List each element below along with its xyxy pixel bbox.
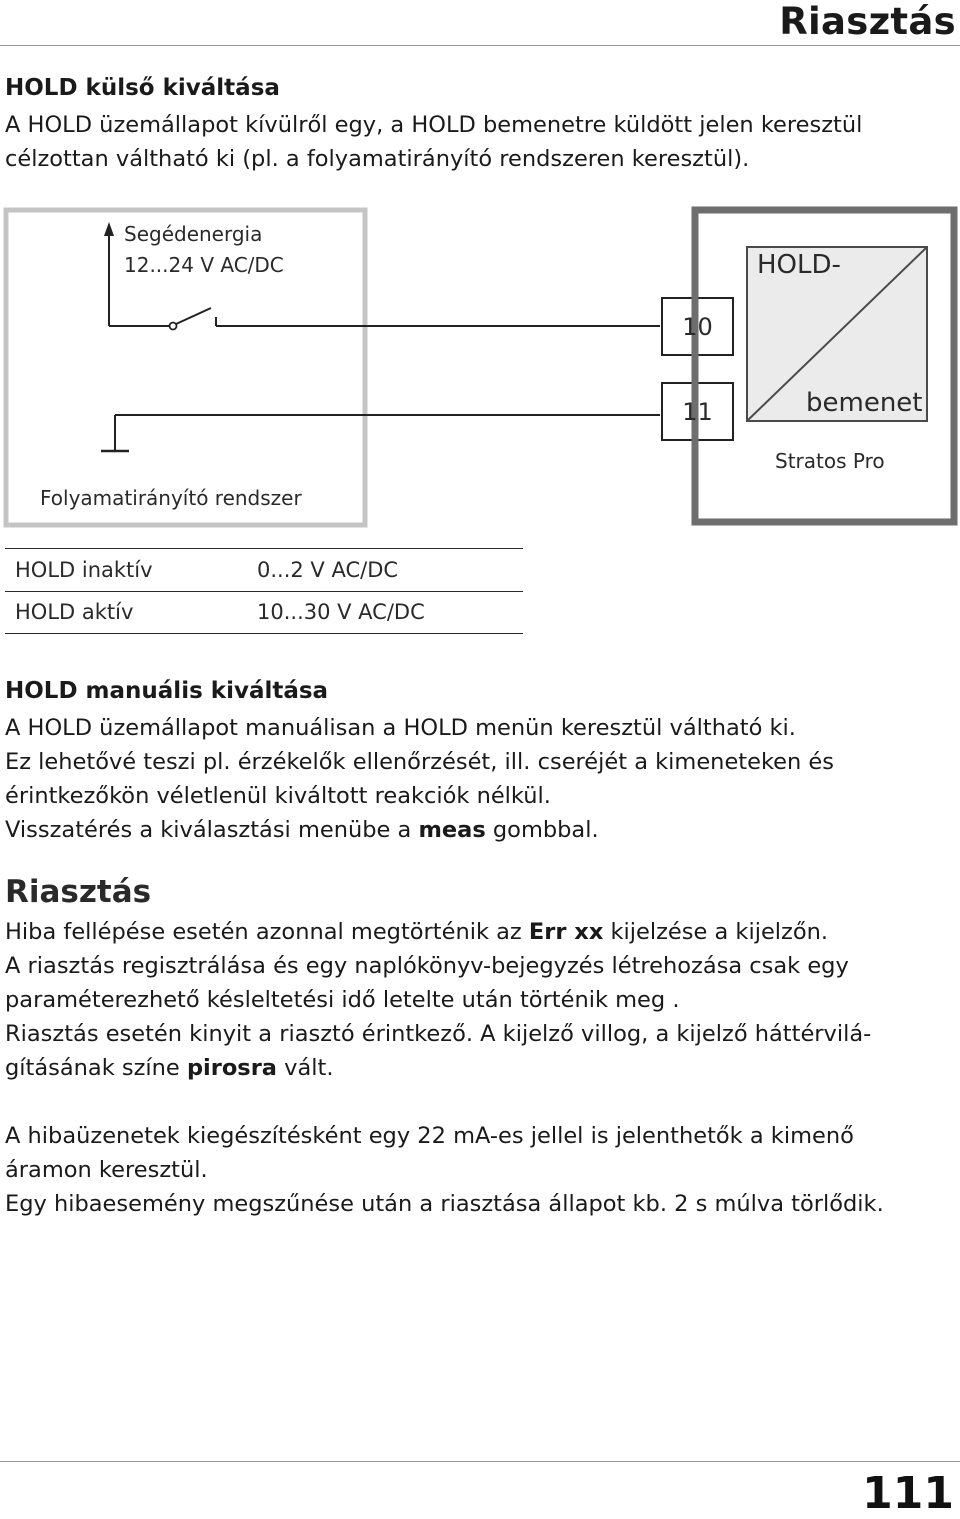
text-span: vált. xyxy=(276,1055,334,1081)
aux-power-value: 12...24 V AC/DC xyxy=(124,253,284,277)
table-bottom-rule xyxy=(5,633,523,634)
footer-divider xyxy=(0,1461,960,1462)
alarm-line8: Egy hibaesemény megszűnése után a riasztása állapot kb. 2 s múlva törlődik. xyxy=(5,1191,884,1217)
alarm-line5 xyxy=(5,1051,333,1085)
alarm-line3: paraméterezhető késleltetési idő letelte után történik meg . xyxy=(5,987,680,1013)
hold-external-heading: HOLD külső kiváltása xyxy=(5,75,280,101)
table-top-rule xyxy=(5,548,523,549)
alarm-line1 xyxy=(5,915,828,949)
hold-manual-line3: érintkezőkön véletlenül kiváltott reakciók nélkül. xyxy=(5,783,551,809)
process-control-system-label: Folyamatirányító rendszer xyxy=(40,486,302,510)
hold-external-line1: A HOLD üzemállapot kívülről egy, a HOLD bemenetre küldött jelen keresztül xyxy=(5,112,863,138)
text-span: gításának színe xyxy=(5,1055,187,1081)
terminal-11-label: 11 xyxy=(682,398,713,426)
red-color-word: pirosra xyxy=(186,1055,277,1081)
page-number: 111 xyxy=(862,1468,954,1519)
hold-external-line2: célzottan váltható ki (pl. a folyamatirányító rendszeren keresztül). xyxy=(5,146,750,172)
terminal-10-label: 10 xyxy=(682,313,713,341)
switch-contact-icon xyxy=(170,323,177,330)
hold-input-label: HOLD- xyxy=(757,250,841,280)
hold-manual-heading: HOLD manuális kiváltása xyxy=(5,678,329,704)
alarm-line6: A hibaüzenetek kiegészítésként egy 22 mA-es jellel is jelenthetők a kimenő xyxy=(5,1123,854,1149)
error-code: Err xx xyxy=(528,919,604,945)
alarm-line2: A riasztás regisztrálása és egy naplókönyv-bejegyzés létrehozása csak egy xyxy=(5,953,849,979)
table-cell-value: 10...30 V AC/DC xyxy=(257,600,425,624)
alarm-line4: Riasztás esetén kinyit a riasztó érintkező. A kijelző villog, a kijelző háttérvilá- xyxy=(5,1021,872,1047)
aux-power-label: Segédenergia xyxy=(124,222,263,246)
header-divider xyxy=(0,45,960,46)
input-label: bemenet xyxy=(806,388,923,418)
alarm-line7: áramon keresztül. xyxy=(5,1157,208,1183)
alarm-heading: Riasztás xyxy=(5,874,152,910)
hold-manual-line2: Ez lehetővé teszi pl. érzékelők ellenőrzését, ill. cseréjét a kimeneteken és xyxy=(5,749,834,775)
device-label: Stratos Pro xyxy=(775,449,885,473)
table-row xyxy=(5,592,523,634)
text-span: Visszatérés a kiválasztási menübe a xyxy=(5,817,419,843)
page-header-title: Riasztás xyxy=(779,0,956,43)
table-cell-value: 0...2 V AC/DC xyxy=(257,558,399,582)
table-cell-state: HOLD inaktív xyxy=(15,558,153,582)
meas-key-label: meas xyxy=(418,817,486,843)
table-cell-state: HOLD aktív xyxy=(15,600,134,624)
switch-lever-icon xyxy=(176,308,211,324)
table-row xyxy=(5,550,523,592)
text-span: kijelzése a kijelzőn. xyxy=(603,919,829,945)
text-span: Hiba fellépése esetén azonnal megtörténik az xyxy=(5,919,529,945)
arrow-up-icon xyxy=(104,222,114,236)
text-span: gombbal. xyxy=(485,817,599,843)
hold-manual-line4 xyxy=(5,813,599,847)
hold-manual-line1: A HOLD üzemállapot manuálisan a HOLD menün keresztül váltható ki. xyxy=(5,715,796,741)
